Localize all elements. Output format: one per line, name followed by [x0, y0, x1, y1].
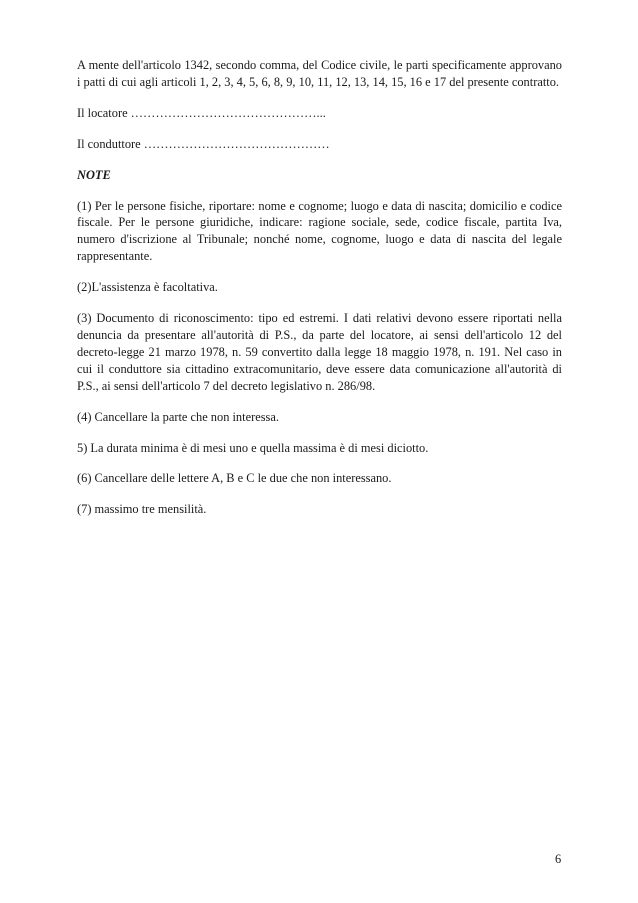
locatore-signature-line: Il locatore ………………………………………...: [77, 105, 326, 120]
note-2: (2)L'assistenza è facoltativa.: [77, 280, 218, 295]
page-number: 6: [555, 852, 562, 866]
notes-heading: NOTE: [77, 167, 111, 182]
conduttore-signature-line: Il conduttore ………………………………………: [77, 136, 330, 151]
note-7: (7) massimo tre mensilità.: [77, 502, 207, 517]
note-3: (3) Documento di riconoscimento: tipo ed estremi. I dati relativi devono essere riportati nella denuncia da presentare all'autorità di P.S., da parte del locatore, ai sensi dell'articolo 12 del decreto-legge 21 marzo 1978, n. 59 convertito dalla legge 18 maggio 1978, n. 191. Nel caso in cui il conduttore sia cittadino extracomunitario, deve essere data comunicazione all'autorità di P.S., ai sensi dell'articolo 7 del decreto legislativo n. 286/98.: [77, 311, 562, 393]
note-4: (4) Cancellare la parte che non interessa.: [77, 409, 279, 424]
note-6: (6) Cancellare delle lettere A, B e C le due che non interessano.: [77, 471, 392, 486]
intro-paragraph: A mente dell'articolo 1342, secondo comma, del Codice civile, le parti specificamente approvano i patti di cui agli articoli 1, 2, 3, 4, 5, 6, 8, 9, 10, 11, 12, 13, 14, 15, 16 e 17 del presente contratto.: [77, 58, 562, 89]
document-body: [77, 57, 562, 532]
note-5: 5) La durata minima è di mesi uno e quella massima è di mesi diciotto.: [77, 440, 429, 455]
note-1: (1) Per le persone fisiche, riportare: nome e cognome; luogo e data di nascita; domicilio e codice fiscale. Per le persone giuridiche, indicare: ragione sociale, sede, codice fiscale, partita Iva, numero d'iscrizione al Tribunale; nonché nome, cognome, luogo e data di nascita del legale rappresentante.: [77, 198, 562, 264]
